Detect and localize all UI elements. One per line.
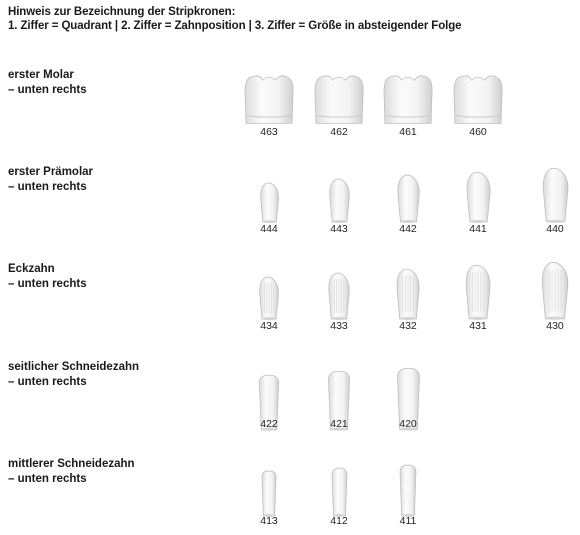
group-label <box>8 262 87 292</box>
crown-code: 440 <box>546 223 564 235</box>
crown-code: 420 <box>399 418 417 430</box>
group-label-position: – unten rechts <box>8 473 87 485</box>
crown-picture <box>304 74 374 126</box>
group-label <box>8 457 135 487</box>
group-label <box>8 360 139 390</box>
crown-picture <box>520 167 580 223</box>
crown-picture <box>304 272 374 320</box>
crown-code: 421 <box>330 418 348 430</box>
crown-picture <box>373 74 443 126</box>
hint-legend: 1. Ziffer = Quadrant | 2. Ziffer = Zahnposition | 3. Ziffer = Größe in absteigender Folge <box>8 20 462 32</box>
crown-code: 443 <box>330 223 348 235</box>
crown-icon <box>331 467 348 517</box>
crown-code: 431 <box>469 320 487 332</box>
crown-picture <box>304 178 374 223</box>
group-label-position: – unten rechts <box>8 376 87 388</box>
crown-picture <box>234 182 304 223</box>
crown-icon <box>312 74 366 126</box>
crown-icon <box>261 470 277 517</box>
crown-picture <box>234 470 304 517</box>
group-label-position: – unten rechts <box>8 181 87 193</box>
group-label-tooth: erster Molar <box>8 69 74 81</box>
crown-icon <box>327 272 351 320</box>
crown-code: 413 <box>260 515 278 527</box>
group-label <box>8 68 87 98</box>
crown-code: 441 <box>469 223 487 235</box>
crown-picture <box>304 467 374 517</box>
crown-code: 411 <box>399 515 417 527</box>
crown-code: 460 <box>469 126 487 138</box>
crown-icon <box>540 261 570 320</box>
group-label-tooth: seitlicher Schneidezahn <box>8 361 140 373</box>
crown-code: 463 <box>260 126 278 138</box>
crown-code: 430 <box>546 320 564 332</box>
crown-code: 433 <box>330 320 348 332</box>
crown-icon <box>328 178 351 223</box>
crown-icon <box>242 74 296 126</box>
crown-picture <box>443 74 513 126</box>
crown-icon <box>396 174 421 223</box>
crown-picture <box>373 268 443 320</box>
group-label-position: – unten rechts <box>8 278 87 290</box>
crown-icon <box>395 268 421 320</box>
crown-picture <box>234 74 304 126</box>
crown-code: 434 <box>260 320 278 332</box>
group-label-tooth: erster Prämolar <box>8 166 94 178</box>
crown-picture <box>520 261 580 320</box>
crown-icon <box>465 171 492 223</box>
group-label-tooth: mittlerer Schneidezahn <box>8 458 135 470</box>
crown-icon <box>259 182 280 223</box>
hint-title: Hinweis zur Bezeichnung der Stripkronen: <box>8 6 236 18</box>
crown-icon <box>399 464 417 517</box>
crown-icon <box>464 264 492 320</box>
crown-icon <box>381 74 435 126</box>
group-label <box>8 165 93 195</box>
crown-code: 432 <box>399 320 417 332</box>
crown-code: 442 <box>399 223 417 235</box>
crown-code: 412 <box>330 515 348 527</box>
designation-hint <box>8 5 461 33</box>
crown-picture <box>443 264 513 320</box>
crown-icon <box>451 74 505 126</box>
crown-picture <box>443 171 513 223</box>
crown-code: 461 <box>399 126 417 138</box>
crown-picture <box>234 276 304 320</box>
group-label-position: – unten rechts <box>8 84 87 96</box>
crown-code: 462 <box>330 126 348 138</box>
crown-picture <box>373 464 443 517</box>
crown-icon <box>258 276 280 320</box>
crown-picture <box>373 174 443 223</box>
group-label-tooth: Eckzahn <box>8 263 55 275</box>
crown-code: 422 <box>260 418 278 430</box>
crown-code: 444 <box>260 223 278 235</box>
crown-icon <box>541 167 570 223</box>
